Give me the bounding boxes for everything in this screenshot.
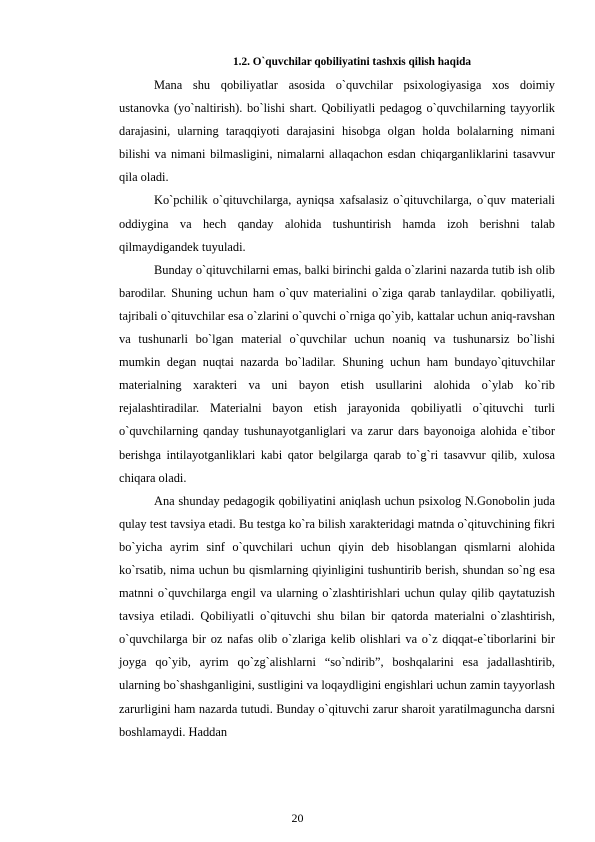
paragraph-2: Ko`pchilik o`qituvchilarga, ayniqsa xafsalasiz o`qituvchilarga, o`quv materiali oddiygina va hech qanday alohida tushuntirish hamda izoh berishni talab qilmaydigandek tuyuladi.	[119, 193, 555, 254]
section-heading: 1.2. O`quvchilar qobiliyatini tashxis qilish haqida	[232, 56, 472, 68]
paragraph-1: Mana shu qobiliyatlar asosida o`quvchilar psixologiyasiga xos doimiy ustanovka (yo`naltirish). bo`lishi shart. Qobiliyatli pedagog o`quvchilarning tayyorlik darajasini, ularning taraqqiyoti darajasini hisobga olgan holda bolalarning nimani bilishi va nimani bilmasligini, nimalarni allaqachon esdan chiqarganliklarini tasavvur qila oladi.	[119, 78, 555, 185]
paragraph-3: Bunday o`qituvchilarni emas, balki birinchi galda o`zlarini nazarda tutib ish olib barodilar. Shuning uchun ham o`quv materialini o`ziga qarab tanlaydilar. qobiliyatli, tajribali o`qituvchilar esa o`zlarini o`quvchi o`rniga qo`yib, kattalar uchun aniq-ravshan va tushunarli bo`lgan material o`quvchilar uchun noaniq va tushunarsiz bo`lishi mumkin degan nuqtai nazarda bo`ladilar. Shuning uchun ham bundayo`qituvchilar materialning xarakteri va uni bayon etish usullarini alohida o`ylab ko`rib rejalashtiradilar. Materialni bayon etish jarayonida qobiliyatli o`qituvchi turli o`quvchilarning qanday tushunayotganliglari va zarur dars bayonoiga alohida e`tibor berishga intilayotganliklari kabi qator belgilarga qarab to`g`ri tasavvur qilib, xulosa chiqara oladi.	[119, 262, 555, 485]
page-number: 20	[291, 811, 304, 825]
paragraph-4: Ana shunday pedagogik qobiliyatini aniqlash uchun psixolog N.Gonobolin juda qulay test tavsiya etadi. Bu testga ko`ra bilish xarakteridagi matnda o`qituvchining fikri bo`yicha ayrim sinf o`quvchilari uchun qiyin deb hisoblangan qismlarni alohida ko`rsatib, nima uchun bu qismlarning qiyinligini tushuntirib berish, shundan so`ng esa matnni o`quvchilarga engil va ularning o`zlashtirishlari uchun qulay qilib qaytatuzish tavsiya etiladi. Qobiliyatli o`qituvchi shu bilan bir qatorda materialni o`zlashtirish, o`quvchilarga bir oz nafas olib o`zlariga kelib olishlari va o`z diqqat-e`tiborlarini bir joyga qo`yib, ayrim qo`zg`alishlarni “so`ndirib”, boshqalarini esa jadallashtirib, ularning bo`shashganligini, sustligini va loqaydligini engishlari uchun zamin tayyorlash zarurligini ham nazarda tutudi. Bunday o`qituvchi zarur sharoit yaratilmaguncha darsni boshlamaydi. Haddan	[119, 493, 555, 739]
document-page	[119, 54, 555, 744]
